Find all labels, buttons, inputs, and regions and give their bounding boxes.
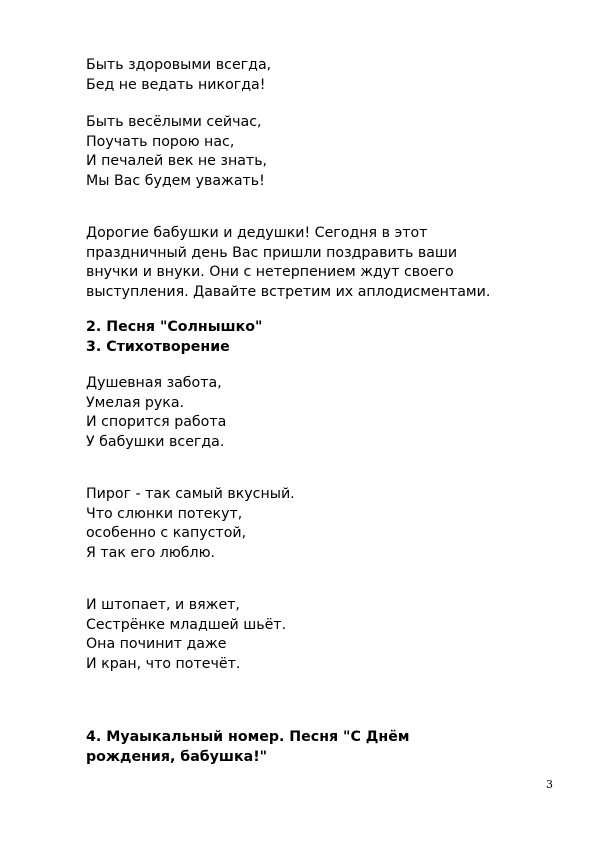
stanza-2 (86, 113, 556, 191)
paragraph-line: внучки и внуки. Они с нетерпением ждут своего (86, 264, 454, 280)
poem-line: Пирог - так самый вкусный. (86, 486, 295, 502)
stanza-1 (86, 56, 556, 95)
poem-line: особенно с капустой, (86, 525, 247, 541)
poem-stanza-2 (86, 485, 556, 563)
heading-music (86, 728, 556, 767)
stanza-line: Мы Вас будем уважать! (86, 172, 265, 189)
poem-line: Душевная забота, (86, 375, 222, 391)
poem-line: И спорится работа (86, 414, 227, 430)
heading-poem: 3. Стихотворение (86, 338, 230, 355)
poem-line: Сестрёнке младшей шьёт. (86, 616, 287, 633)
heading-music-line: 4. Муаыкальный номер. Песня "С Днём (86, 729, 410, 745)
greeting-paragraph (86, 224, 556, 302)
poem-line: Она починит даже (86, 636, 227, 652)
poem-line: У бабушки всегда. (86, 433, 225, 450)
stanza-line: Быть здоровыми всегда, (86, 57, 272, 73)
page-number: 3 (546, 778, 553, 791)
heading-song: 2. Песня "Солнышко" (86, 319, 263, 335)
poem-stanza-3 (86, 596, 556, 674)
poem-line: И кран, что потечёт. (86, 655, 241, 672)
stanza-line: И печалей век не знать, (86, 153, 268, 169)
poem-line: Я так его люблю. (86, 544, 216, 561)
poem-stanza-1 (86, 374, 556, 452)
poem-line: Что слюнки потекут, (86, 505, 243, 522)
stanza-line: Поучать порою нас, (86, 133, 235, 150)
paragraph-line: Дорогие бабушки и дедушки! Сегодня в этот (86, 225, 428, 241)
program-headings (86, 318, 556, 357)
paragraph-line: выступления. Давайте встретим их аплодисментами. (86, 283, 491, 300)
stanza-line: Бед не ведать никогда! (86, 76, 266, 93)
stanza-line: Быть весёлыми сейчас, (86, 114, 262, 130)
paragraph-line: праздничный день Вас пришли поздравить ваши (86, 244, 458, 261)
poem-line: И штопает, и вяжет, (86, 597, 240, 613)
heading-music-line: рождения, бабушка!" (86, 748, 268, 765)
poem-line: Умелая рука. (86, 394, 185, 411)
